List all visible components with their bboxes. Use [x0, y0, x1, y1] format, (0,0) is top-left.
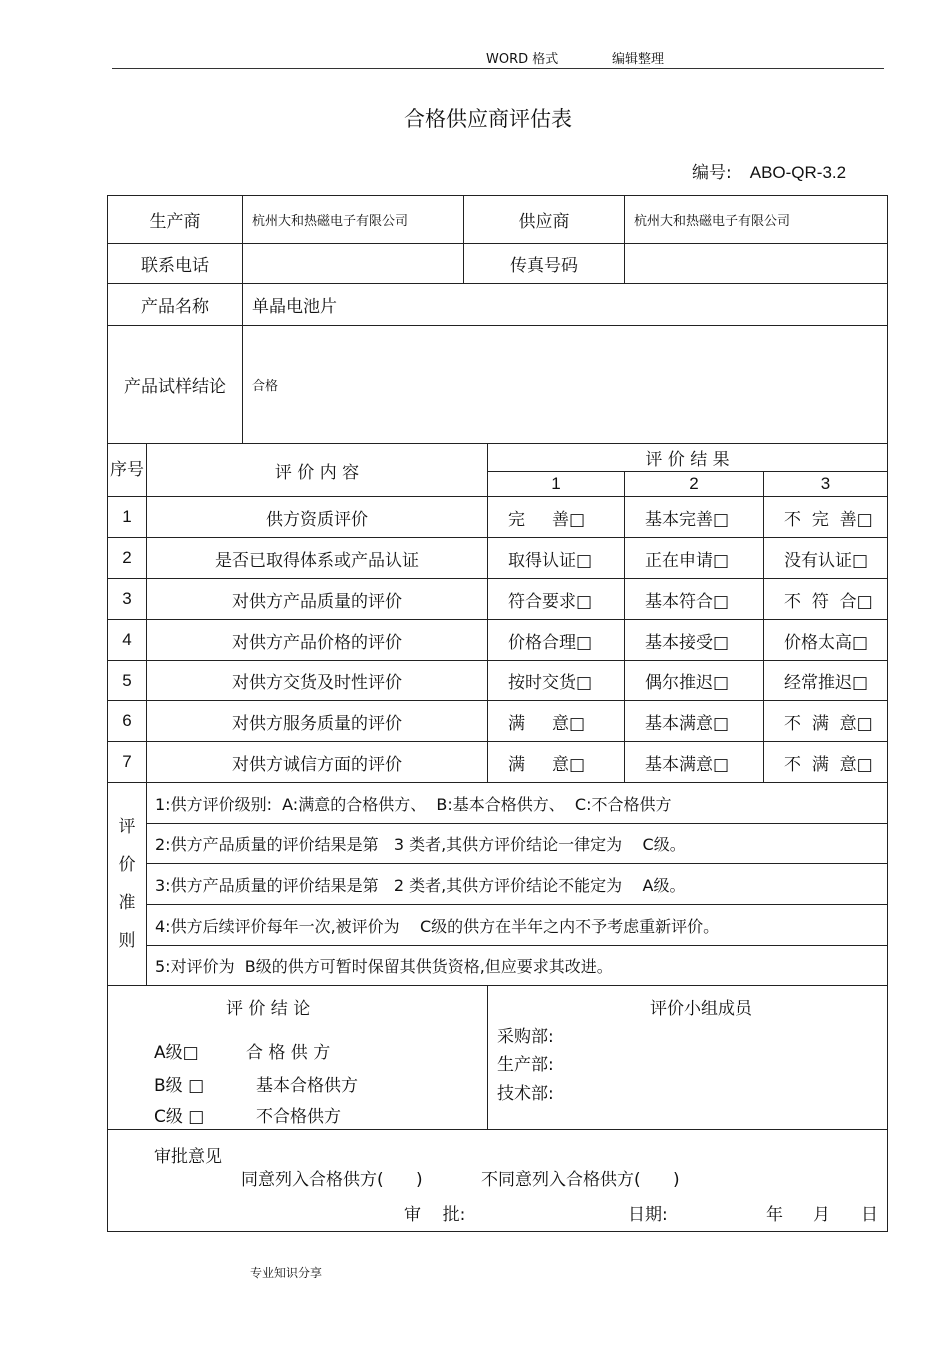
row-no: 1: [108, 497, 147, 538]
result-option-3[interactable]: 不 完 善□: [764, 497, 888, 538]
conclusion-desc-c: 不合格供方: [256, 1107, 341, 1127]
approval-disagree[interactable]: 不同意列入合格供方( ): [481, 1170, 680, 1190]
team-member-purchasing: 采购部:: [497, 1027, 554, 1047]
result-option-2[interactable]: 偶尔推迟□: [625, 661, 764, 701]
row-content: 是否已取得体系或产品认证: [147, 538, 488, 579]
conclusion-desc-a: 合 格 供 方: [246, 1043, 331, 1063]
phone-label: 联系电话: [108, 244, 243, 284]
row-no: 3: [108, 579, 147, 620]
result-option-3[interactable]: 没有认证□: [764, 538, 888, 579]
approval-label: 审批意见: [154, 1147, 222, 1167]
result-option-1[interactable]: 满 意□: [488, 701, 625, 742]
result-option-3[interactable]: 不 符 合□: [764, 579, 888, 620]
trial-value: 合格: [243, 326, 888, 444]
approval-day: 日: [861, 1205, 878, 1225]
row-content: 对供方诚信方面的评价: [147, 742, 488, 783]
criteria-item: 2:供方产品质量的评价结果是第 3 类者,其供方评价结论一律定为 C级。: [147, 824, 888, 864]
row-no: 4: [108, 620, 147, 661]
result-option-2[interactable]: 正在申请□: [625, 538, 764, 579]
supplier-value: 杭州大和热磁电子有限公司: [625, 196, 888, 244]
team-title: 评价小组成员: [650, 999, 752, 1019]
result-col-2: 2: [625, 472, 764, 497]
row-content: 对供方服务质量的评价: [147, 701, 488, 742]
result-option-2[interactable]: 基本完善□: [625, 497, 764, 538]
approval-year: 年: [766, 1205, 783, 1225]
doc-number-value: ABO-QR-3.2: [749, 163, 847, 182]
team-member-production: 生产部:: [497, 1055, 554, 1075]
evaluation-form: [107, 195, 888, 1232]
result-option-1[interactable]: 完 善□: [488, 497, 625, 538]
manufacturer-label: 生产商: [108, 196, 243, 244]
result-option-1[interactable]: 符合要求□: [488, 579, 625, 620]
trial-label: 产品试样结论: [108, 326, 243, 444]
row-no: 7: [108, 742, 147, 783]
footer-text: 专业知识分享: [250, 1266, 323, 1280]
conclusion-grade-a[interactable]: A级□: [154, 1043, 199, 1063]
row-content: 供方资质评价: [147, 497, 488, 538]
result-option-1[interactable]: 价格合理□: [488, 620, 625, 661]
result-option-1[interactable]: 取得认证□: [488, 538, 625, 579]
team-member-technical: 技术部:: [497, 1084, 554, 1104]
manufacturer-value: 杭州大和热磁电子有限公司: [243, 196, 464, 244]
product-label: 产品名称: [108, 284, 243, 326]
result-option-3[interactable]: 价格太高□: [764, 620, 888, 661]
result-col-1: 1: [488, 472, 625, 497]
result-option-2[interactable]: 基本满意□: [625, 701, 764, 742]
seq-header: 序号: [108, 444, 147, 497]
conclusion-grade-b[interactable]: B级 □: [154, 1076, 205, 1096]
criteria-item: 3:供方产品质量的评价结果是第 2 类者,其供方评价结论不能定为 A级。: [147, 864, 888, 905]
approval-cell: [108, 1130, 888, 1232]
row-no: 6: [108, 701, 147, 742]
product-value: 单晶电池片: [243, 284, 888, 326]
criteria-label: [108, 783, 147, 986]
conclusion-desc-b: 基本合格供方: [256, 1076, 358, 1096]
phone-value: [243, 244, 464, 284]
approval-agree[interactable]: 同意列入合格供方( ): [241, 1170, 423, 1190]
result-col-3: 3: [764, 472, 888, 497]
row-no: 2: [108, 538, 147, 579]
result-option-1[interactable]: 满 意□: [488, 742, 625, 783]
conclusion-grade-c[interactable]: C级 □: [154, 1107, 205, 1127]
result-option-1[interactable]: 按时交货□: [488, 661, 625, 701]
result-option-3[interactable]: 不 满 意□: [764, 742, 888, 783]
result-option-3[interactable]: 不 满 意□: [764, 701, 888, 742]
row-content: 对供方产品价格的评价: [147, 620, 488, 661]
conclusion-title: 评 价 结 论: [226, 999, 311, 1019]
result-option-2[interactable]: 基本符合□: [625, 579, 764, 620]
conclusion-cell: [108, 986, 488, 1130]
result-option-2[interactable]: 基本接受□: [625, 620, 764, 661]
doc-number: [692, 158, 846, 183]
doc-number-label: 编号:: [692, 163, 732, 183]
result-header: 评 价 结 果: [488, 444, 888, 472]
team-cell: [488, 986, 888, 1130]
header-divider: [112, 68, 884, 69]
header-right: 编辑整理: [612, 52, 665, 67]
page-title: 合格供应商评估表: [404, 107, 572, 131]
fax-value: [625, 244, 888, 284]
criteria-label-text: 评价准则: [118, 817, 136, 951]
result-option-3[interactable]: 经常推迟□: [764, 661, 888, 701]
supplier-label: 供应商: [464, 196, 625, 244]
approval-date-label: 日期:: [628, 1205, 668, 1225]
result-option-2[interactable]: 基本满意□: [625, 742, 764, 783]
row-no: 5: [108, 661, 147, 701]
approval-month: 月: [813, 1205, 830, 1225]
criteria-item: 5:对评价为 B级的供方可暂时保留其供货资格,但应要求其改进。: [147, 946, 888, 986]
criteria-item: 4:供方后续评价每年一次,被评价为 C级的供方在半年之内不予考虑重新评价。: [147, 905, 888, 946]
row-content: 对供方交货及时性评价: [147, 661, 488, 701]
content-header: 评 价 内 容: [147, 444, 488, 497]
row-content: 对供方产品质量的评价: [147, 579, 488, 620]
header-left: WORD 格式: [486, 52, 559, 67]
approval-signer: 审 批:: [404, 1205, 466, 1225]
criteria-item: 1:供方评价级别: A:满意的合格供方、 B:基本合格供方、 C:不合格供方: [147, 783, 888, 824]
fax-label: 传真号码: [464, 244, 625, 284]
